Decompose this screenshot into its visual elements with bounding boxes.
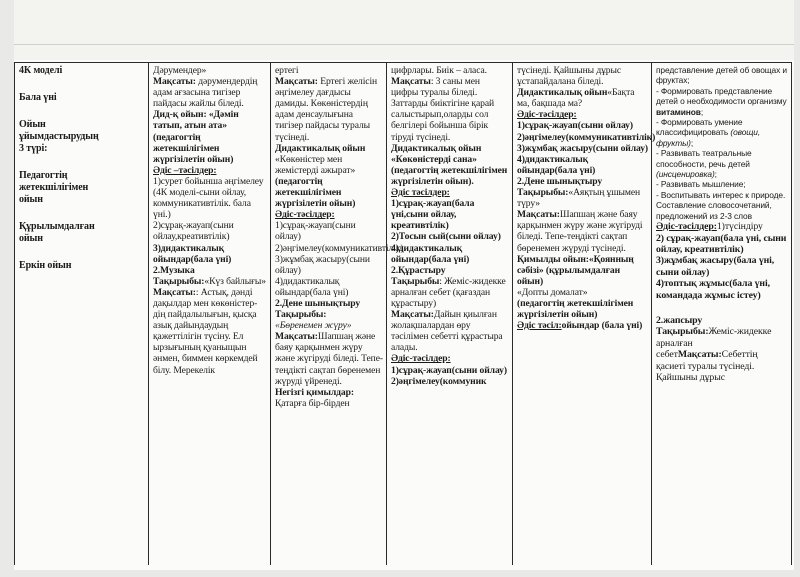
topic-label: Тақырыбы:: [153, 275, 205, 287]
didactic-game-label: Дидактикалық ойын: [517, 87, 608, 99]
subject-heading: 2.Дене шынықтыру: [275, 297, 361, 309]
methods-label: Әдіс –тәсілдер:: [153, 164, 217, 176]
label-4k-model: 4К моделі: [19, 65, 63, 76]
method-item: 3)дидактикалық ойындар(бала үні): [153, 242, 232, 265]
label-structured-1: Құрылымдалған: [19, 221, 95, 232]
table-column-organisation: [14, 63, 148, 565]
topic-text: : Жеміс-жидекке арналған себет (қағаздан құрастыру): [391, 275, 506, 309]
method-item: 3)жұмбақ жасыру(сыни ойлау): [517, 142, 649, 154]
cell-text: түсінеді. Қайшыны дұрыс ұстапайдалана біледі.: [517, 65, 622, 88]
didactic-game: Дидактикалық ойын «Көкөністерді сана»: [391, 142, 482, 165]
label-structured-2: ойын: [19, 233, 43, 244]
method-item: 2)Тосын сый(сыни ойлау): [391, 231, 501, 243]
table-column-wednesday: [386, 63, 512, 565]
didactic-game-text: «Көкөністер мен жемістерді ажырат»: [275, 153, 356, 176]
methods-label: Әдіс-тәсілдер:: [517, 109, 577, 121]
goal-text: - Развивать театральные способности, речь детей: [656, 148, 752, 169]
topic-label: Тақырыбы:: [275, 309, 327, 321]
movement-game-text: «Қоянның сәбізі» (құрылымдалған ойын): [517, 253, 634, 287]
method-item: 2)әңгімелеу(коммуник: [391, 375, 487, 387]
topic-label: Тақырыбы: [391, 275, 440, 287]
goal-text: Шапшаң және баяу қарқынмен жүру және жүгіруді біледі. Тепе-теңдікті сақтап бөренемен жүруді үйренеді.: [275, 331, 383, 387]
game-type: (педагогтің жетекшілігімен жүргізілетін ойын): [517, 297, 634, 321]
didactic-game-label: Дидактикалық ойын: [275, 142, 366, 154]
goal-label: Мақсаты:: [275, 76, 318, 88]
label-teacher-led-2: жетекшілігімен: [19, 182, 89, 193]
movements-label: Негізгі қимылдар:: [275, 386, 354, 398]
goal-text: дәрумендердің адам ағзасына тигізер пайдасы жайлы біледі.: [153, 76, 258, 110]
movements-text: Қатарға бір-бірден: [275, 397, 350, 409]
table-column-friday: [651, 63, 792, 565]
method-item: 4)дидактикалық ойындар(бала үні): [391, 242, 470, 265]
cell-text: представление детей об овощах и фруктах;: [656, 65, 787, 86]
method-item: 4)дидактикалық ойындар(бала үні): [275, 275, 349, 298]
method-item: 4)топтық жұмыс(бала үні, командада жұмыс істеу): [656, 278, 770, 301]
method-item: 2)әңгімелеу(коммуникативтілік): [275, 242, 404, 254]
label-teacher-led-1: Педагогтің: [19, 170, 68, 181]
topic-text: «Күз байлығы»: [204, 275, 266, 287]
methods-label: Әдіс-тәсілдер:: [656, 221, 717, 233]
goal-text: Ертегі желісін әңгімелеу дағдысы дамиды. Көкөністердің адам денсаулығына тигізер пайдасы туралы түсінеді.: [275, 76, 378, 143]
label-free-play: Еркін ойын: [19, 260, 72, 271]
method-item: 1)сурет бойынша әңгімелеу (4К моделі-сыни ойлау, коммуникативтілік. бала үні.): [153, 175, 264, 221]
goal-text: - Формировать представление детей о необходимости организму: [656, 85, 787, 107]
method-item: 2)әңгімелеу(коммуникативтілік): [517, 131, 656, 143]
goal-label: Мақсаты: [391, 76, 431, 88]
goal-text: - Воспитывать интерес к природе.: [656, 189, 786, 200]
goal-punct: ;: [690, 137, 694, 148]
method-item: 1)сұрақ-жауап(сыни ойлау): [275, 220, 356, 243]
didactic-game-text: «Бақта ма, бақшада ма?: [517, 87, 635, 110]
game-type: (педагогтің жетекшілігімен жүргізілетін ойын): [275, 175, 356, 210]
method-text: ойындар (бала үні): [561, 320, 643, 332]
label-teacher-led-3: ойын: [19, 194, 43, 205]
table-column-monday: [148, 63, 270, 565]
method-item: 2)сұрақ-жауап(сыни ойлау,креативтілік): [153, 220, 234, 243]
movement-game-label: Қимылды ойын:: [517, 253, 589, 265]
goal-label: Мақсаты:: [677, 349, 722, 361]
methods-label: Әдіс тәсілдер:: [391, 187, 450, 199]
goal-text: Дайын қиылған жолақшалардан өру тәсілімен себетті құрастыра алады.: [391, 309, 503, 354]
goal-text: Шапшаң және баяу қарқынмен жүру және жүгіруді біледі. Тепе-теңдікті сақтап бөренемен жүруді түсінеді.: [517, 209, 643, 254]
goal-label: Мақсаты:: [391, 309, 434, 321]
method-item: 3)жұмбақ жасыру(бала үні, сыни ойлау): [656, 255, 775, 278]
faint-ruled-line: [14, 44, 794, 45]
movement-game-text: «Допты домалат»: [517, 286, 588, 298]
method-label: Әдіс тәсіл:: [517, 320, 562, 332]
goal-text: : Астық, дәнді дақылдар мен көкөністер-дің пайдалылығын, қысқа азық дайындаудың қажеттілігін түсіну. Ел ырзығының қуаныщын әнмен, биммен көркемдей білу. Мерекелік: [153, 286, 258, 376]
table-column-thursday: [512, 63, 656, 565]
goal-emphasis: (овощи, фрукты): [656, 127, 761, 148]
methods-label: Әдіс-тәсілдер:: [275, 209, 335, 221]
subject-heading: 2.Дене шынықтыру: [517, 175, 603, 187]
goal-text: - Формировать умение классифицировать: [656, 117, 743, 138]
goal-emphasis: (инсценировка): [656, 169, 715, 180]
topic-text: «Аяқтың ұшымен түру»: [517, 187, 641, 210]
game-type: (педагогтің жетекшілігімен жүргізілетін ойын).: [391, 164, 508, 187]
method-item: 2) сұрақ-жауап(бала үні, сыни ойлау, креативтілік): [656, 232, 787, 255]
goal-label: Мақсаты:: [517, 209, 560, 221]
goal-text: Составление словосочетаний, предложений из 2-3 слов: [656, 200, 772, 221]
goal-emphasis: витаминов: [656, 106, 701, 117]
goal-label: Мақсаты:: [153, 76, 196, 88]
method-item: 3)жұмбақ жасыру(сыни ойлау): [275, 253, 370, 276]
label-game-types-2: ұйымдастырудың: [19, 131, 99, 142]
method-item: 1)түсіндіру: [716, 221, 763, 233]
topic-label: Тақырыбы:: [517, 187, 569, 199]
label-game-types-3: 3 түрі:: [19, 143, 48, 154]
topic-text: Жеміс-жидекке арналған себет: [656, 326, 772, 361]
cell-text: цифрлары. Биік – аласа.: [391, 65, 487, 76]
method-item: 1)сұрақ-жауап(сыни ойлау): [517, 120, 633, 132]
cell-text: Дәрумендер»: [153, 65, 207, 76]
label-child-voice: Бала үні: [19, 92, 57, 103]
didactic-game: Дид-қ ойын: «Дәмін татып, атын ата» (педагогтің жетекшілігімен жүргізілетін ойын): [153, 109, 239, 165]
subject-heading: 2.жапсыру: [656, 314, 703, 326]
goal-label: Мақсаты:: [275, 331, 318, 343]
goal-punct: ;: [714, 169, 717, 180]
goal-text: : 3 саны мен цифры туралы біледі. Заттарды биіктігіне қарай салыстырып,оларды сол белгілері бойынша бірік тіруді түсінеді.: [391, 76, 495, 143]
page-top-margin: [14, 0, 794, 60]
cell-text: ертегі: [275, 65, 299, 76]
subject-heading: 2.Музыка: [153, 264, 195, 276]
method-item: 1)сұрақ-жауап(бала үні,сыни ойлау, креативтілік): [391, 198, 475, 232]
method-item: 1)сұрақ-жауап(сыни ойлау): [391, 364, 507, 376]
methods-label: Әдіс-тәсілдер:: [391, 353, 451, 365]
topic-label: Тақырыбы:: [656, 326, 709, 338]
goal-punct: ;: [700, 106, 704, 117]
label-game-types-1: Ойын: [19, 119, 46, 130]
subject-heading: 2.Құрастыру: [391, 264, 446, 276]
topic-text: «Бөренемен жүру»: [275, 320, 352, 332]
method-item: 4)дидактикалық ойындар(бала үні): [517, 153, 596, 176]
table-column-tuesday: [270, 63, 404, 565]
goal-label: Мақсаты:: [153, 286, 196, 298]
goal-text: Себеттің қасиеті туралы түсінеді. Қайшыны дұрыс: [656, 349, 758, 383]
goal-text: - Развивать мышление;: [656, 179, 746, 190]
